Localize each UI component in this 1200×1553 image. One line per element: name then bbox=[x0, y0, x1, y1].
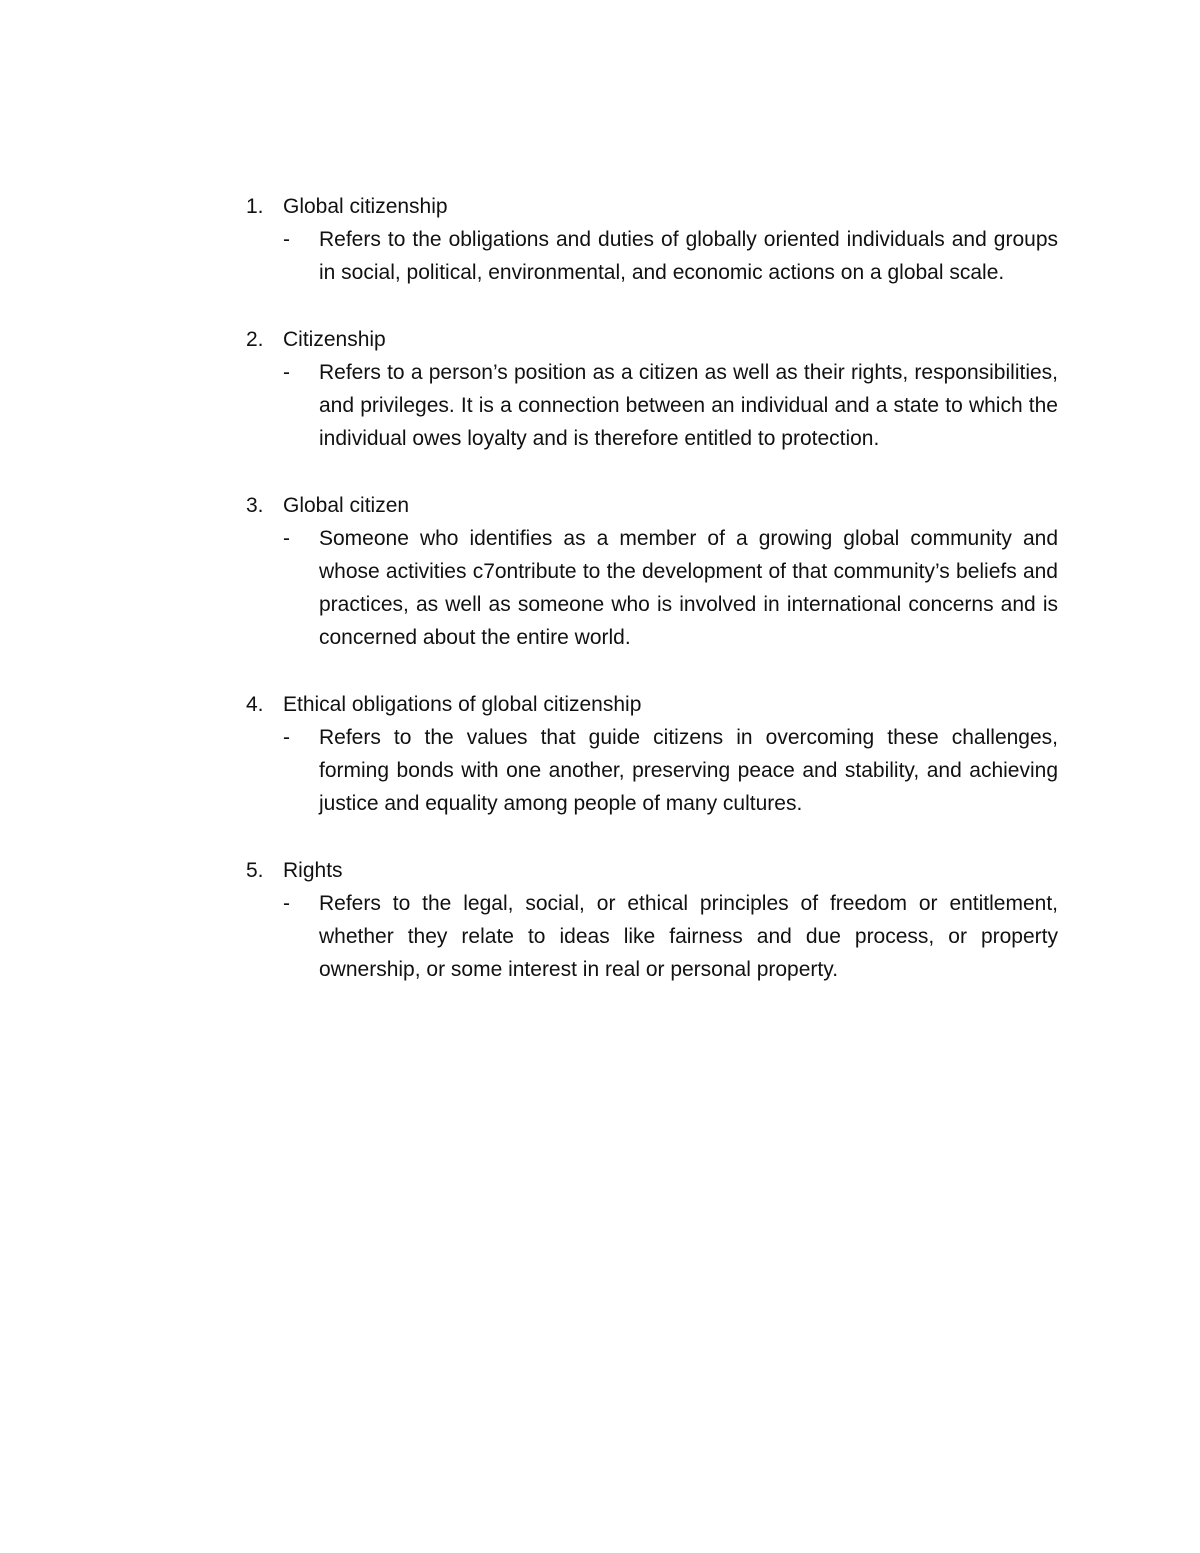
definition-row bbox=[246, 223, 1058, 289]
list-item bbox=[246, 489, 1058, 654]
dash-bullet: - bbox=[283, 726, 290, 749]
definition-text: Someone who identifies as a member of a growing global community and whose activities c7ontribute to the development of that community’s beliefs and practices, as well as someone who is involved in international concerns and is concerned about the entire world. bbox=[319, 527, 1058, 649]
dash-bullet: - bbox=[283, 361, 290, 384]
definition-text: Refers to a person’s position as a citizen as well as their rights, responsibilities, and privileges. It is a connection between an individual and a state to which the individual owes loyalty and is therefore entitled to protection. bbox=[319, 361, 1058, 450]
dash-bullet: - bbox=[283, 892, 290, 915]
list-item bbox=[246, 854, 1058, 986]
term-heading bbox=[246, 190, 1058, 223]
definition-row bbox=[246, 522, 1058, 654]
definition-text: Refers to the values that guide citizens in overcoming these challenges, forming bonds with one another, preserving peace and stability, and achieving justice and equality among people of many cultures. bbox=[319, 726, 1058, 815]
term-heading bbox=[246, 489, 1058, 522]
term-heading bbox=[246, 854, 1058, 887]
definition-list bbox=[246, 190, 1058, 1020]
definition-row bbox=[246, 887, 1058, 986]
item-number: 3. bbox=[246, 494, 264, 517]
item-number: 5. bbox=[246, 859, 264, 882]
term-title: Ethical obligations of global citizenship bbox=[283, 693, 642, 716]
item-number: 1. bbox=[246, 195, 264, 218]
definition-text: Refers to the obligations and duties of globally oriented individuals and groups in social, political, environmental, and economic actions on a global scale. bbox=[319, 228, 1058, 284]
term-title: Citizenship bbox=[283, 328, 386, 351]
list-item bbox=[246, 323, 1058, 455]
definition-row bbox=[246, 721, 1058, 820]
item-number: 2. bbox=[246, 328, 264, 351]
definition-text: Refers to the legal, social, or ethical principles of freedom or entitlement, whether they relate to ideas like fairness and due process, or property ownership, or some interest in real or personal property. bbox=[319, 892, 1058, 981]
dash-bullet: - bbox=[283, 228, 290, 251]
term-heading bbox=[246, 323, 1058, 356]
definition-row bbox=[246, 356, 1058, 455]
term-title: Global citizen bbox=[283, 494, 410, 517]
dash-bullet: - bbox=[283, 527, 290, 550]
term-heading bbox=[246, 688, 1058, 721]
list-item bbox=[246, 688, 1058, 820]
list-item bbox=[246, 190, 1058, 289]
term-title: Global citizenship bbox=[283, 195, 448, 218]
item-number: 4. bbox=[246, 693, 264, 716]
term-title: Rights bbox=[283, 859, 343, 882]
